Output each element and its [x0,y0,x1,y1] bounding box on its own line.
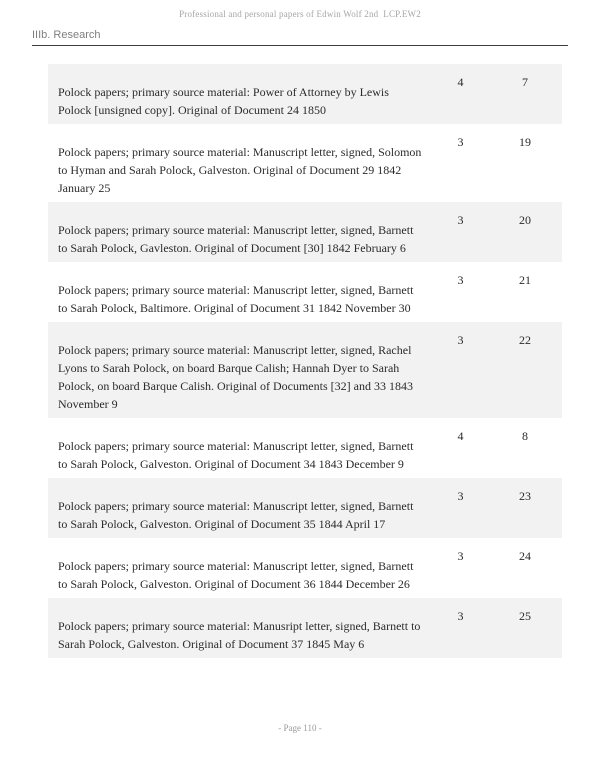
row-description: Polock papers; primary source material: Manuscript letter, signed, Rachel Lyons to Sarah Polock, on board Barque Calish; Hannah Dyer to Sarah Polock, on board Barque Calish. Original of Documents [32] and 33 1843 November 9 [58,343,413,411]
table-row [48,538,562,598]
table-row [48,202,562,262]
row-description: Polock papers; primary source material: Manuscript letter, signed, Barnett to Sarah Polock, Baltimore. Original of Document 31 1842 November 30 [58,283,414,315]
row-number-2: 8 [522,429,528,443]
table-row [48,64,562,124]
table-row [48,262,562,322]
table-row [48,598,562,658]
row-number-1: 3 [457,273,464,287]
row-number-1: 4 [457,429,464,443]
table-row [48,322,562,418]
page-number: - Page 110 - [278,723,322,733]
row-number-1: 3 [457,135,464,149]
table-row [48,418,562,478]
table-row [48,124,562,202]
row-description: Polock papers; primary source material: Manuscript letter, signed, Barnett to Sarah Polock, Galveston. Original of Document 36 1844 December 26 [58,559,414,591]
row-number-2: 24 [519,549,531,563]
row-number-1: 4 [457,75,464,89]
row-number-2: 25 [519,609,531,623]
document-header-title: Professional and personal papers of Edwin Wolf 2nd LCP.EW2 [179,9,421,19]
row-number-1: 3 [457,333,464,347]
row-number-1: 3 [457,213,464,227]
row-description: Polock papers; primary source material: Manuscript letter, signed, Barnett to Sarah Polock, Galveston. Original of Document 34 1843 December 9 [58,439,414,471]
row-number-1: 3 [457,609,464,623]
table-row [48,478,562,538]
row-number-2: 19 [519,135,531,149]
row-description: Polock papers; primary source material: Manuscript letter, signed, Barnett to Sarah Polock, Gavleston. Original of Document [30] 1842 February 6 [58,223,414,255]
row-number-1: 3 [457,549,464,563]
section-divider [32,45,568,46]
row-description: Polock papers; primary source material: Manusript letter, signed, Barnett to Sarah Polock, Galveston. Original of Document 37 1845 May 6 [58,619,421,651]
row-number-2: 7 [522,75,528,89]
row-number-1: 3 [457,489,464,503]
row-description: Polock papers; primary source material: Manuscript letter, signed, Barnett to Sarah Polock, Galveston. Original of Document 35 1844 April 17 [58,499,414,531]
container-listing-table [48,64,562,658]
row-number-2: 21 [519,273,531,287]
row-number-2: 22 [519,333,531,347]
section-heading: IIIb. Research [32,29,101,41]
row-description: Polock papers; primary source material: Manuscript letter, signed, Solomon to Hyman and Sarah Polock, Galveston. Original of Document 29 1842 January 25 [58,145,422,195]
row-description: Polock papers; primary source material: Power of Attorney by Lewis Polock [unsigned copy]. Original of Document 24 1850 [58,85,389,117]
row-number-2: 23 [519,489,531,503]
row-number-2: 20 [519,213,531,227]
